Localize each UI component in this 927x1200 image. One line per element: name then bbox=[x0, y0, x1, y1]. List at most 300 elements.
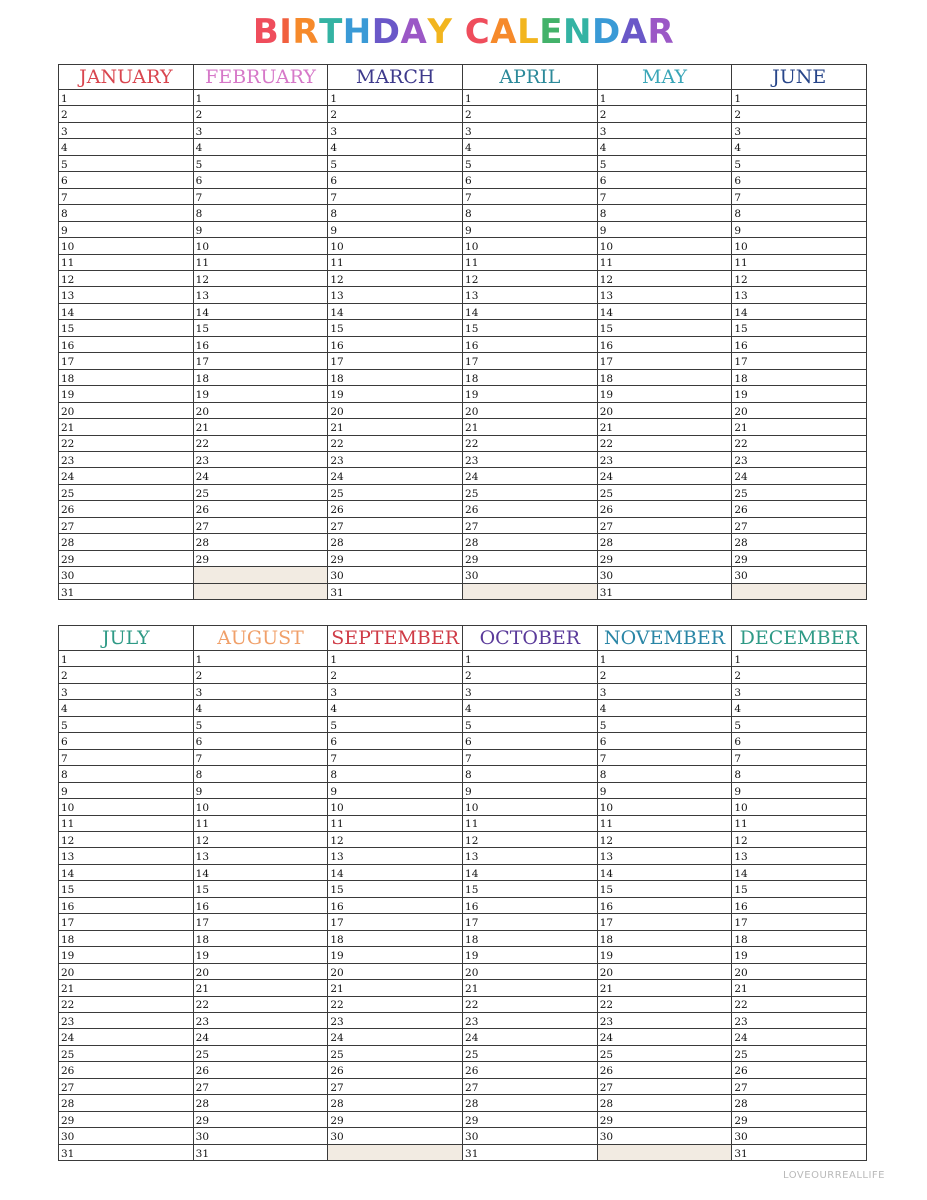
day-row[interactable]: 12 bbox=[598, 271, 732, 287]
day-row[interactable]: 24 bbox=[463, 468, 597, 484]
day-row[interactable]: 28 bbox=[328, 1095, 462, 1111]
day-row[interactable]: 20 bbox=[59, 403, 193, 419]
day-row[interactable]: 4 bbox=[598, 700, 732, 716]
day-row[interactable]: 25 bbox=[328, 485, 462, 501]
day-row[interactable]: 7 bbox=[194, 750, 328, 766]
day-row[interactable]: 9 bbox=[598, 222, 732, 238]
day-row[interactable]: 22 bbox=[598, 997, 732, 1013]
day-row[interactable]: 21 bbox=[463, 419, 597, 435]
day-row[interactable]: 5 bbox=[463, 156, 597, 172]
day-row[interactable]: 7 bbox=[463, 750, 597, 766]
day-row[interactable]: 19 bbox=[194, 947, 328, 963]
day-row[interactable]: 27 bbox=[59, 518, 193, 534]
day-row[interactable]: 23 bbox=[598, 1013, 732, 1029]
day-row[interactable]: 1 bbox=[194, 651, 328, 667]
day-row[interactable]: 20 bbox=[598, 964, 732, 980]
day-row[interactable]: 15 bbox=[328, 320, 462, 336]
day-row[interactable]: 17 bbox=[463, 914, 597, 930]
day-row[interactable]: 11 bbox=[732, 816, 866, 832]
day-row[interactable]: 2 bbox=[328, 667, 462, 683]
day-row[interactable]: 15 bbox=[598, 881, 732, 897]
day-row[interactable]: 18 bbox=[194, 370, 328, 386]
day-row[interactable]: 22 bbox=[732, 436, 866, 452]
day-row[interactable]: 1 bbox=[732, 651, 866, 667]
day-row[interactable]: 8 bbox=[328, 205, 462, 221]
day-row[interactable]: 31 bbox=[195, 1147, 210, 1160]
day-row[interactable]: 15 bbox=[194, 320, 328, 336]
day-row[interactable]: 17 bbox=[598, 914, 732, 930]
day-row[interactable]: 8 bbox=[598, 766, 732, 782]
day-row[interactable]: 8 bbox=[598, 205, 732, 221]
day-row[interactable]: 16 bbox=[328, 898, 462, 914]
day-row[interactable]: 26 bbox=[732, 1062, 866, 1078]
day-row[interactable]: 24 bbox=[732, 468, 866, 484]
day-row[interactable]: 26 bbox=[732, 501, 866, 517]
day-row[interactable]: 6 bbox=[732, 172, 866, 188]
day-row[interactable]: 7 bbox=[328, 750, 462, 766]
day-row[interactable]: 9 bbox=[463, 222, 597, 238]
day-row[interactable]: 29 bbox=[598, 551, 732, 567]
day-row[interactable]: 9 bbox=[328, 783, 462, 799]
day-row[interactable]: 23 bbox=[59, 452, 193, 468]
day-row[interactable]: 8 bbox=[194, 766, 328, 782]
day-row[interactable]: 31 bbox=[465, 1147, 479, 1160]
day-row[interactable]: 5 bbox=[328, 717, 462, 733]
day-row[interactable]: 25 bbox=[328, 1046, 462, 1062]
day-row[interactable]: 6 bbox=[598, 172, 732, 188]
day-row[interactable]: 14 bbox=[328, 304, 462, 320]
day-row[interactable]: 29 bbox=[328, 551, 462, 567]
day-row[interactable]: 26 bbox=[598, 1062, 732, 1078]
day-row[interactable]: 1 bbox=[194, 90, 328, 106]
day-row[interactable]: 22 bbox=[732, 997, 866, 1013]
day-row[interactable]: 11 bbox=[463, 816, 597, 832]
day-row[interactable]: 9 bbox=[194, 222, 328, 238]
day-row[interactable]: 24 bbox=[598, 468, 732, 484]
day-row[interactable]: 10 bbox=[463, 238, 597, 254]
day-row[interactable]: 23 bbox=[328, 1013, 462, 1029]
day-row[interactable]: 15 bbox=[598, 320, 732, 336]
day-row[interactable]: 2 bbox=[598, 667, 732, 683]
day-row[interactable]: 7 bbox=[463, 189, 597, 205]
day-row[interactable]: 23 bbox=[732, 452, 866, 468]
day-row[interactable]: 12 bbox=[463, 271, 597, 287]
day-row[interactable]: 13 bbox=[194, 848, 328, 864]
day-row[interactable]: 12 bbox=[59, 271, 193, 287]
day-row[interactable]: 17 bbox=[732, 914, 866, 930]
day-row[interactable]: 24 bbox=[732, 1029, 866, 1045]
day-row[interactable]: 13 bbox=[328, 287, 462, 303]
day-row[interactable]: 6 bbox=[59, 172, 193, 188]
day-row[interactable]: 22 bbox=[328, 997, 462, 1013]
day-row[interactable]: 13 bbox=[598, 287, 732, 303]
day-row[interactable]: 10 bbox=[598, 238, 732, 254]
day-row[interactable]: 27 bbox=[732, 518, 866, 534]
day-row[interactable]: 7 bbox=[732, 189, 866, 205]
day-row[interactable]: 13 bbox=[598, 848, 732, 864]
day-row[interactable]: 16 bbox=[194, 337, 328, 353]
day-row[interactable]: 23 bbox=[194, 452, 328, 468]
day-row[interactable]: 27 bbox=[732, 1079, 866, 1095]
day-row[interactable]: 23 bbox=[463, 1013, 597, 1029]
day-row[interactable]: 13 bbox=[59, 848, 193, 864]
day-row[interactable]: 23 bbox=[328, 452, 462, 468]
day-row[interactable]: 10 bbox=[59, 799, 193, 815]
day-row[interactable]: 9 bbox=[463, 783, 597, 799]
day-row[interactable]: 22 bbox=[59, 436, 193, 452]
day-row[interactable]: 3 bbox=[194, 123, 328, 139]
day-row[interactable]: 7 bbox=[732, 750, 866, 766]
day-row[interactable]: 4 bbox=[194, 139, 328, 155]
day-row[interactable]: 11 bbox=[194, 255, 328, 271]
day-row[interactable]: 29 bbox=[59, 551, 193, 567]
day-row[interactable]: 18 bbox=[732, 931, 866, 947]
day-row[interactable]: 26 bbox=[194, 1062, 328, 1078]
day-row[interactable]: 13 bbox=[463, 287, 597, 303]
day-row[interactable]: 20 bbox=[328, 403, 462, 419]
day-row[interactable]: 14 bbox=[194, 304, 328, 320]
day-row[interactable]: 15 bbox=[732, 320, 866, 336]
day-row[interactable]: 5 bbox=[598, 717, 732, 733]
day-row[interactable]: 24 bbox=[598, 1029, 732, 1045]
day-row[interactable]: 30 bbox=[59, 567, 193, 583]
day-row[interactable]: 28 bbox=[59, 1095, 193, 1111]
day-row[interactable]: 25 bbox=[732, 485, 866, 501]
day-row[interactable]: 28 bbox=[732, 1095, 866, 1111]
day-row[interactable]: 27 bbox=[463, 1079, 597, 1095]
day-row[interactable]: 29 bbox=[328, 1112, 462, 1128]
day-row[interactable]: 7 bbox=[598, 750, 732, 766]
day-row[interactable]: 18 bbox=[194, 931, 328, 947]
day-row[interactable]: 4 bbox=[59, 700, 193, 716]
day-row[interactable]: 27 bbox=[59, 1079, 193, 1095]
day-row[interactable]: 20 bbox=[732, 964, 866, 980]
day-row[interactable]: 1 bbox=[59, 90, 193, 106]
day-row[interactable]: 3 bbox=[194, 684, 328, 700]
day-row[interactable]: 8 bbox=[59, 766, 193, 782]
day-row[interactable]: 20 bbox=[463, 964, 597, 980]
day-row[interactable]: 5 bbox=[194, 156, 328, 172]
day-row[interactable]: 20 bbox=[194, 403, 328, 419]
day-row[interactable]: 19 bbox=[598, 386, 732, 402]
day-row[interactable]: 29 bbox=[59, 1112, 193, 1128]
day-row[interactable]: 26 bbox=[328, 1062, 462, 1078]
day-row[interactable]: 1 bbox=[598, 651, 732, 667]
day-row[interactable]: 30 bbox=[463, 567, 597, 583]
day-row[interactable]: 12 bbox=[194, 271, 328, 287]
day-row[interactable]: 3 bbox=[328, 684, 462, 700]
day-row[interactable]: 21 bbox=[328, 980, 462, 996]
day-row[interactable]: 12 bbox=[598, 832, 732, 848]
day-row[interactable]: 14 bbox=[598, 304, 732, 320]
day-row[interactable]: 26 bbox=[463, 1062, 597, 1078]
day-row[interactable]: 14 bbox=[59, 304, 193, 320]
day-row[interactable]: 22 bbox=[328, 436, 462, 452]
day-row[interactable]: 17 bbox=[59, 914, 193, 930]
day-row[interactable]: 17 bbox=[732, 353, 866, 369]
day-row[interactable]: 3 bbox=[59, 123, 193, 139]
day-row[interactable]: 26 bbox=[194, 501, 328, 517]
day-row[interactable]: 19 bbox=[59, 386, 193, 402]
day-row[interactable]: 2 bbox=[194, 106, 328, 122]
day-row[interactable]: 4 bbox=[59, 139, 193, 155]
day-row[interactable]: 20 bbox=[59, 964, 193, 980]
day-row[interactable]: 3 bbox=[598, 123, 732, 139]
day-row[interactable]: 23 bbox=[598, 452, 732, 468]
day-row[interactable]: 25 bbox=[59, 1046, 193, 1062]
day-row[interactable]: 3 bbox=[463, 684, 597, 700]
day-row[interactable]: 31 bbox=[734, 1147, 748, 1160]
day-row[interactable]: 4 bbox=[328, 139, 462, 155]
day-row[interactable]: 18 bbox=[732, 370, 866, 386]
day-row[interactable]: 27 bbox=[328, 1079, 462, 1095]
day-row[interactable]: 21 bbox=[59, 980, 193, 996]
day-row[interactable]: 1 bbox=[328, 90, 462, 106]
day-row[interactable]: 8 bbox=[732, 205, 866, 221]
day-row[interactable]: 14 bbox=[598, 865, 732, 881]
day-row[interactable]: 7 bbox=[59, 189, 193, 205]
day-row[interactable]: 30 bbox=[463, 1128, 597, 1144]
day-row[interactable]: 11 bbox=[194, 816, 328, 832]
day-row[interactable]: 1 bbox=[732, 90, 866, 106]
day-row[interactable]: 19 bbox=[328, 947, 462, 963]
day-row[interactable]: 6 bbox=[463, 733, 597, 749]
day-row[interactable]: 16 bbox=[463, 337, 597, 353]
day-row[interactable]: 29 bbox=[194, 551, 328, 567]
day-row[interactable]: 14 bbox=[328, 865, 462, 881]
day-row[interactable]: 26 bbox=[598, 501, 732, 517]
day-row[interactable]: 19 bbox=[732, 947, 866, 963]
day-row[interactable]: 26 bbox=[328, 501, 462, 517]
day-row[interactable]: 8 bbox=[328, 766, 462, 782]
day-row[interactable]: 5 bbox=[732, 717, 866, 733]
day-row[interactable]: 10 bbox=[328, 799, 462, 815]
day-row[interactable]: 10 bbox=[194, 799, 328, 815]
day-row[interactable]: 6 bbox=[463, 172, 597, 188]
day-row[interactable]: 24 bbox=[328, 1029, 462, 1045]
day-row[interactable]: 16 bbox=[732, 898, 866, 914]
day-row[interactable]: 8 bbox=[194, 205, 328, 221]
day-row[interactable]: 27 bbox=[194, 518, 328, 534]
day-row[interactable]: 20 bbox=[463, 403, 597, 419]
day-row[interactable]: 5 bbox=[328, 156, 462, 172]
day-row[interactable]: 31 bbox=[61, 1147, 75, 1160]
day-row[interactable]: 29 bbox=[732, 1112, 866, 1128]
day-row[interactable]: 16 bbox=[59, 898, 193, 914]
day-row[interactable]: 24 bbox=[59, 468, 193, 484]
day-row[interactable]: 30 bbox=[732, 1128, 866, 1144]
day-row[interactable]: 6 bbox=[328, 733, 462, 749]
day-row[interactable]: 30 bbox=[598, 1128, 732, 1144]
day-row[interactable]: 14 bbox=[732, 865, 866, 881]
day-row[interactable]: 11 bbox=[598, 255, 732, 271]
day-row[interactable]: 28 bbox=[194, 534, 328, 550]
day-row[interactable]: 24 bbox=[194, 468, 328, 484]
day-row[interactable]: 9 bbox=[59, 222, 193, 238]
day-row[interactable]: 16 bbox=[463, 898, 597, 914]
day-row[interactable]: 4 bbox=[328, 700, 462, 716]
day-row[interactable]: 19 bbox=[732, 386, 866, 402]
day-row[interactable]: 16 bbox=[598, 898, 732, 914]
day-row[interactable]: 6 bbox=[194, 172, 328, 188]
day-row[interactable]: 22 bbox=[194, 997, 328, 1013]
day-row[interactable]: 21 bbox=[194, 419, 328, 435]
day-row[interactable]: 29 bbox=[732, 551, 866, 567]
day-row[interactable]: 23 bbox=[732, 1013, 866, 1029]
day-row[interactable]: 19 bbox=[598, 947, 732, 963]
day-row[interactable]: 2 bbox=[463, 106, 597, 122]
day-row[interactable]: 13 bbox=[463, 848, 597, 864]
day-row[interactable]: 15 bbox=[463, 881, 597, 897]
day-row[interactable]: 25 bbox=[598, 1046, 732, 1062]
day-row[interactable]: 28 bbox=[463, 534, 597, 550]
day-row[interactable]: 20 bbox=[598, 403, 732, 419]
day-row[interactable]: 1 bbox=[463, 651, 597, 667]
day-row[interactable]: 11 bbox=[59, 255, 193, 271]
day-row[interactable]: 2 bbox=[598, 106, 732, 122]
day-row[interactable]: 31 bbox=[330, 586, 344, 599]
day-row[interactable]: 18 bbox=[59, 931, 193, 947]
day-row[interactable]: 16 bbox=[598, 337, 732, 353]
day-row[interactable]: 12 bbox=[463, 832, 597, 848]
day-row[interactable]: 11 bbox=[59, 816, 193, 832]
day-row[interactable]: 30 bbox=[328, 1128, 462, 1144]
day-row[interactable]: 26 bbox=[59, 1062, 193, 1078]
day-row[interactable]: 10 bbox=[598, 799, 732, 815]
day-row[interactable]: 19 bbox=[328, 386, 462, 402]
day-row[interactable]: 18 bbox=[463, 931, 597, 947]
day-row[interactable]: 19 bbox=[194, 386, 328, 402]
day-row[interactable]: 17 bbox=[328, 353, 462, 369]
day-row[interactable]: 3 bbox=[598, 684, 732, 700]
day-row[interactable]: 11 bbox=[328, 816, 462, 832]
day-row[interactable]: 9 bbox=[732, 783, 866, 799]
day-row[interactable]: 26 bbox=[59, 501, 193, 517]
day-row[interactable]: 7 bbox=[194, 189, 328, 205]
day-row[interactable]: 24 bbox=[328, 468, 462, 484]
day-row[interactable]: 17 bbox=[328, 914, 462, 930]
day-row[interactable]: 21 bbox=[732, 419, 866, 435]
day-row[interactable]: 16 bbox=[328, 337, 462, 353]
day-row[interactable]: 20 bbox=[732, 403, 866, 419]
day-row[interactable]: 10 bbox=[732, 799, 866, 815]
day-row[interactable]: 22 bbox=[194, 436, 328, 452]
day-row[interactable]: 15 bbox=[328, 881, 462, 897]
day-row[interactable]: 12 bbox=[194, 832, 328, 848]
day-row[interactable]: 21 bbox=[598, 980, 732, 996]
day-row[interactable]: 6 bbox=[598, 733, 732, 749]
day-row[interactable]: 25 bbox=[59, 485, 193, 501]
day-row[interactable]: 6 bbox=[194, 733, 328, 749]
day-row[interactable]: 4 bbox=[463, 139, 597, 155]
day-row[interactable]: 20 bbox=[328, 964, 462, 980]
day-row[interactable]: 1 bbox=[328, 651, 462, 667]
day-row[interactable]: 25 bbox=[194, 1046, 328, 1062]
day-row[interactable]: 15 bbox=[732, 881, 866, 897]
day-row[interactable]: 2 bbox=[59, 667, 193, 683]
day-row[interactable]: 10 bbox=[463, 799, 597, 815]
day-row[interactable]: 1 bbox=[463, 90, 597, 106]
day-row[interactable]: 28 bbox=[732, 534, 866, 550]
day-row[interactable]: 7 bbox=[598, 189, 732, 205]
day-row[interactable]: 18 bbox=[598, 931, 732, 947]
day-row[interactable]: 12 bbox=[328, 271, 462, 287]
day-row[interactable]: 15 bbox=[463, 320, 597, 336]
day-row[interactable]: 24 bbox=[463, 1029, 597, 1045]
day-row[interactable]: 28 bbox=[598, 1095, 732, 1111]
day-row[interactable]: 22 bbox=[59, 997, 193, 1013]
day-row[interactable]: 5 bbox=[59, 156, 193, 172]
day-row[interactable]: 5 bbox=[598, 156, 732, 172]
day-row[interactable]: 3 bbox=[732, 123, 866, 139]
day-row[interactable]: 8 bbox=[463, 766, 597, 782]
day-row[interactable]: 27 bbox=[598, 1079, 732, 1095]
day-row[interactable]: 2 bbox=[732, 106, 866, 122]
day-row[interactable]: 25 bbox=[194, 485, 328, 501]
day-row[interactable]: 14 bbox=[463, 304, 597, 320]
day-row[interactable]: 27 bbox=[328, 518, 462, 534]
day-row[interactable]: 1 bbox=[598, 90, 732, 106]
day-row[interactable]: 14 bbox=[59, 865, 193, 881]
day-row[interactable]: 21 bbox=[194, 980, 328, 996]
day-row[interactable]: 27 bbox=[463, 518, 597, 534]
day-row[interactable]: 24 bbox=[194, 1029, 328, 1045]
day-row[interactable]: 24 bbox=[59, 1029, 193, 1045]
day-row[interactable]: 17 bbox=[59, 353, 193, 369]
day-row[interactable]: 14 bbox=[732, 304, 866, 320]
day-row[interactable]: 14 bbox=[463, 865, 597, 881]
day-row[interactable]: 26 bbox=[463, 501, 597, 517]
day-row[interactable]: 16 bbox=[732, 337, 866, 353]
day-row[interactable]: 8 bbox=[463, 205, 597, 221]
day-row[interactable]: 4 bbox=[732, 700, 866, 716]
day-row[interactable]: 18 bbox=[598, 370, 732, 386]
day-row[interactable]: 15 bbox=[59, 320, 193, 336]
day-row[interactable]: 6 bbox=[328, 172, 462, 188]
day-row[interactable]: 29 bbox=[463, 551, 597, 567]
day-row[interactable]: 30 bbox=[194, 1128, 328, 1144]
day-row[interactable]: 28 bbox=[463, 1095, 597, 1111]
day-row[interactable]: 22 bbox=[463, 436, 597, 452]
day-row[interactable]: 19 bbox=[463, 386, 597, 402]
day-row[interactable]: 31 bbox=[61, 586, 75, 599]
day-row[interactable]: 19 bbox=[59, 947, 193, 963]
day-row[interactable]: 10 bbox=[194, 238, 328, 254]
day-row[interactable]: 13 bbox=[194, 287, 328, 303]
day-row[interactable]: 23 bbox=[59, 1013, 193, 1029]
day-row[interactable]: 23 bbox=[194, 1013, 328, 1029]
day-row[interactable]: 4 bbox=[598, 139, 732, 155]
day-row[interactable]: 4 bbox=[732, 139, 866, 155]
day-row[interactable]: 3 bbox=[59, 684, 193, 700]
day-row[interactable]: 6 bbox=[732, 733, 866, 749]
day-row[interactable]: 28 bbox=[59, 534, 193, 550]
day-row[interactable]: 27 bbox=[194, 1079, 328, 1095]
day-row[interactable]: 8 bbox=[732, 766, 866, 782]
day-row[interactable]: 29 bbox=[598, 1112, 732, 1128]
day-row[interactable]: 3 bbox=[732, 684, 866, 700]
day-row[interactable]: 5 bbox=[732, 156, 866, 172]
day-row[interactable]: 28 bbox=[598, 534, 732, 550]
day-row[interactable]: 4 bbox=[194, 700, 328, 716]
day-row[interactable]: 9 bbox=[732, 222, 866, 238]
day-row[interactable]: 21 bbox=[463, 980, 597, 996]
day-row[interactable]: 3 bbox=[328, 123, 462, 139]
day-row[interactable]: 2 bbox=[328, 106, 462, 122]
day-row[interactable]: 29 bbox=[463, 1112, 597, 1128]
day-row[interactable]: 7 bbox=[328, 189, 462, 205]
day-row[interactable]: 13 bbox=[732, 287, 866, 303]
